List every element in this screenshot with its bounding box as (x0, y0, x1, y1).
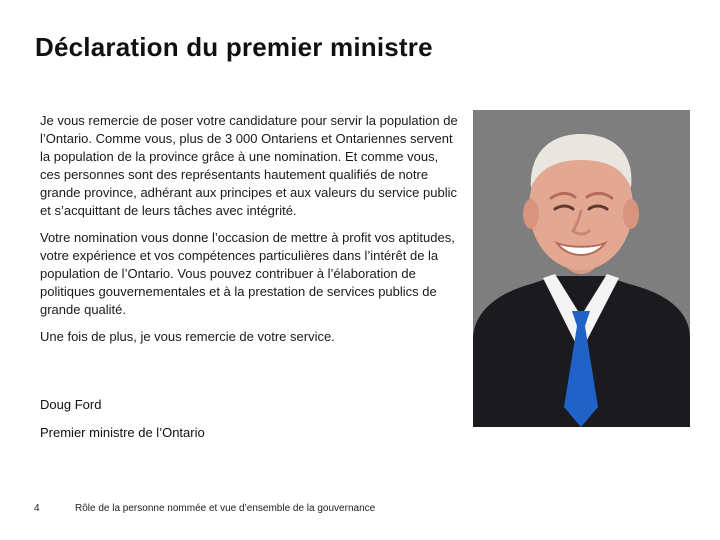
statement-body (40, 112, 458, 355)
signature-name: Doug Ford (40, 397, 102, 412)
portrait-illustration (473, 110, 690, 427)
statement-paragraph-2: Votre nomination vous donne l’occasion de mettre à profit vos aptitudes, votre expérience et vos compétences particulières dans l’intérêt de la population de l’Ontario. Vous pouvez contribuer à l’élaboration de politiques gouvernementales et à la prestation de services publics de grande qualité. (40, 230, 455, 317)
footer-caption: Rôle de la personne nommée et vue d’ensemble de la gouvernance (75, 503, 376, 514)
footer-page-number: 4 (34, 503, 40, 514)
slide-title: Déclaration du premier ministre (35, 32, 433, 62)
premier-portrait-photo (473, 110, 690, 427)
statement-paragraph-1: Je vous remercie de poser votre candidature pour servir la population de l’Ontario. Comme vous, plus de 3 000 Ontariens et Ontariennes servent la population de la province grâce à une nomination. Et comme vous, ces personnes sont des représentants hautement qualifiés de notre grande province, adhérant aux principes et aux valeurs du service public et s’acquittant de leurs tâches avec intégrité. (40, 113, 458, 218)
left-ear (523, 199, 539, 229)
right-ear (623, 199, 639, 229)
signature-title: Premier ministre de l’Ontario (40, 425, 205, 440)
statement-paragraph-3: Une fois de plus, je vous remercie de votre service. (40, 329, 335, 344)
